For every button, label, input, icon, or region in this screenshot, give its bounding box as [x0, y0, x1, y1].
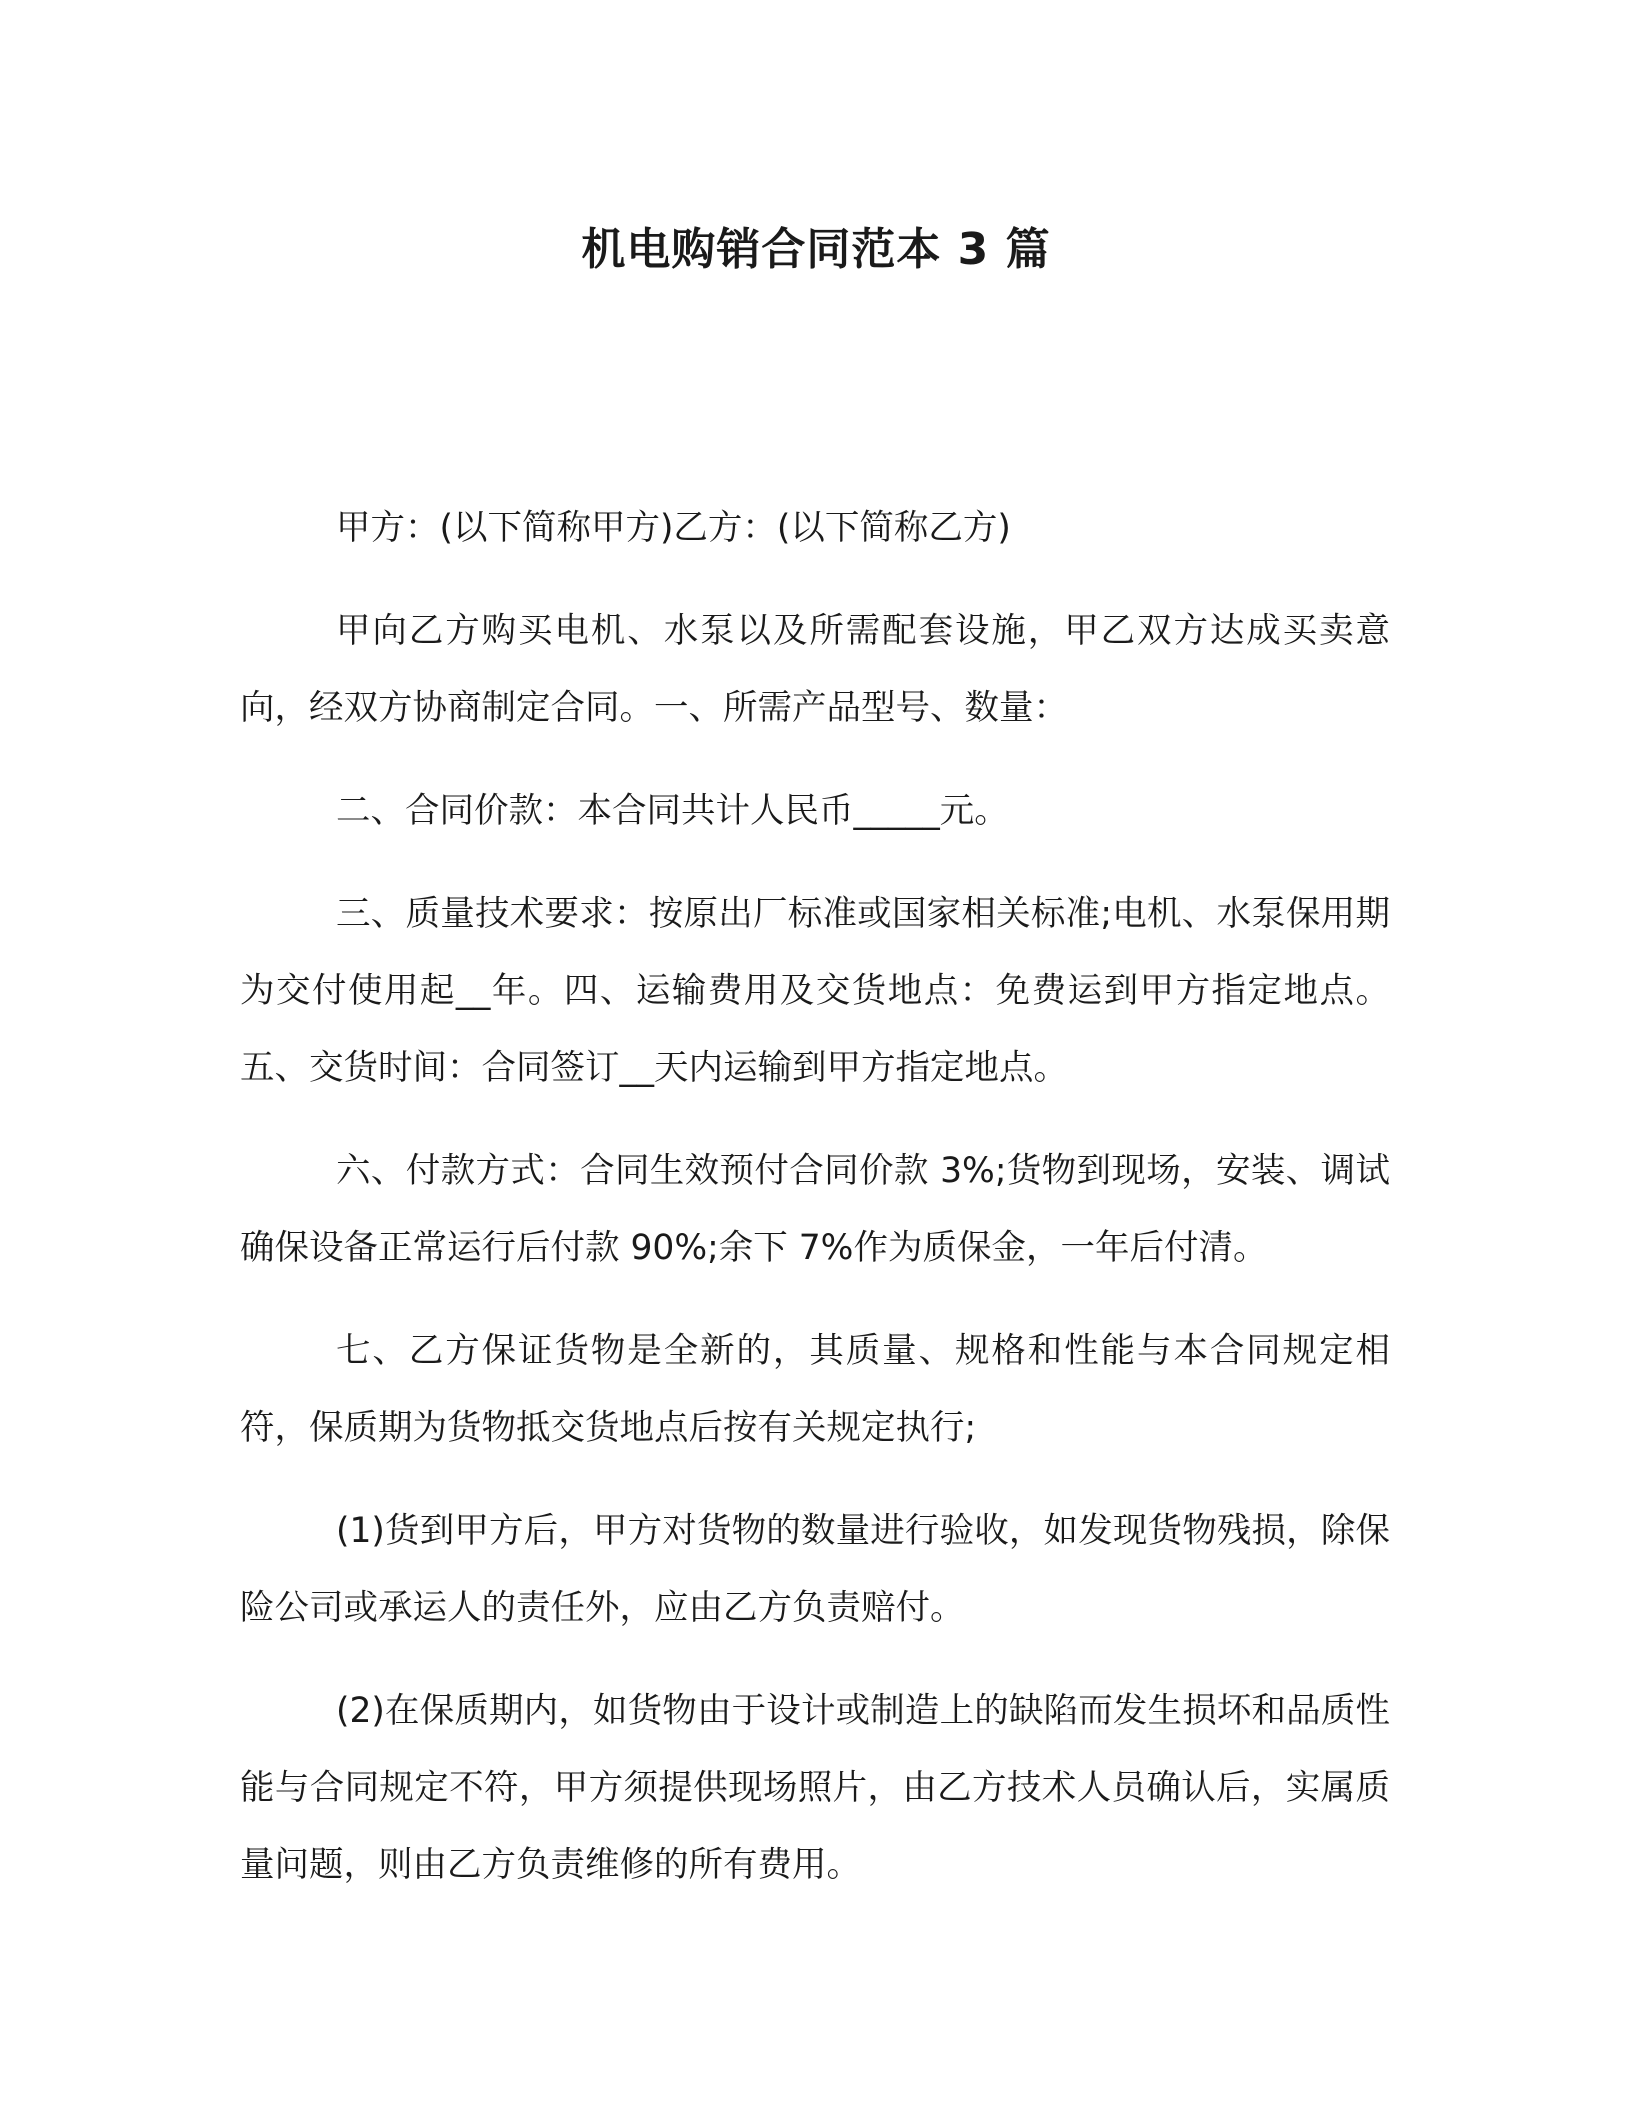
paragraph-price: 二、合同价款：本合同共计人民币_____元。	[336, 791, 1009, 831]
paragraph-quality-delivery: 三、质量技术要求：按原出厂标准或国家相关标准;电机、水泵保用期为交付使用起__年。四、运输费用及交货地点：免费运到甲方指定地点。五、交货时间：合同签订__天内运输到甲方指定地点。	[240, 894, 1390, 1088]
paragraph-clause-1: (1)货到甲方后，甲方对货物的数量进行验收，如发现货物残损，除保险公司或承运人的责任外，应由乙方负责赔付。	[240, 1511, 1390, 1628]
document-title: 机电购销合同范本 3 篇	[581, 224, 1051, 275]
paragraph-guarantee: 七、乙方保证货物是全新的，其质量、规格和性能与本合同规定相符，保质期为货物抵交货地点后按有关规定执行;	[240, 1331, 1390, 1448]
paragraph-clause-2: (2)在保质期内，如货物由于设计或制造上的缺陷而发生损坏和品质性能与合同规定不符，甲方须提供现场照片，由乙方技术人员确认后，实属质量问题，则由乙方负责维修的所有费用。	[240, 1691, 1390, 1885]
paragraph-payment: 六、付款方式：合同生效预付合同价款 3%;货物到现场，安装、调试确保设备正常运行后付款 90%;余下 7%作为质保金，一年后付清。	[240, 1151, 1390, 1268]
document-body	[240, 490, 1390, 1930]
paragraph-parties: 甲方：(以下简称甲方)乙方：(以下简称乙方)	[336, 508, 1011, 548]
paragraph-intent: 甲向乙方购买电机、水泵以及所需配套设施，甲乙双方达成买卖意向，经双方协商制定合同。一、所需产品型号、数量：	[240, 611, 1390, 728]
